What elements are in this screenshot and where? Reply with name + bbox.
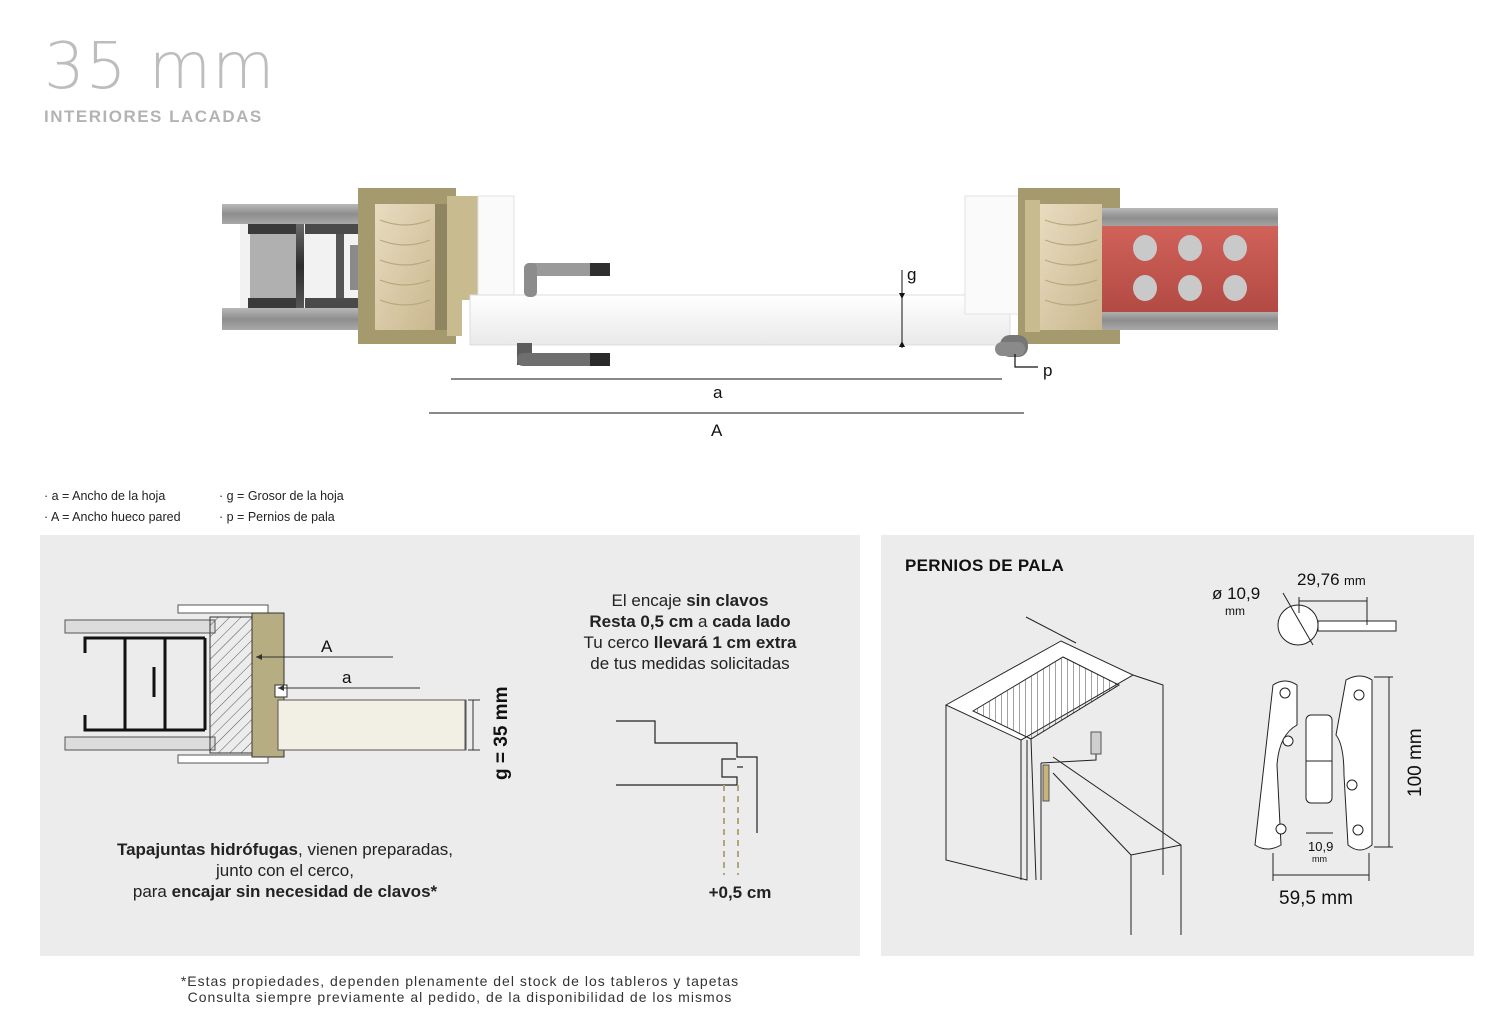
footnote — [0, 973, 920, 1005]
diameter-unit: mm — [1225, 604, 1245, 618]
encaje-line2-bold2: cada lado — [712, 612, 791, 631]
door-cross-section-diagram — [0, 160, 1500, 450]
encaje-line1-pre: El encaje — [611, 591, 687, 610]
detail-label-g: g = 35 mm — [491, 686, 512, 780]
tapajuntas-line1-rest: , vienen preparadas, — [298, 840, 454, 859]
hinge-plate-small — [1091, 732, 1101, 754]
encaje-line2-bold1: Resta 0,5 cm — [589, 612, 694, 631]
encaje-line2-mid: a — [693, 612, 713, 631]
detail-label-a: a — [342, 668, 352, 687]
legend-a: · a = Ancho de la hoja — [44, 489, 166, 503]
label-a: a — [713, 383, 723, 402]
base-label: 59,5 mm — [1279, 888, 1353, 909]
legend-A: · A = Ancho hueco pared — [44, 510, 181, 524]
legend-p: · p = Pernios de pala — [219, 510, 335, 524]
width-value: 29,76 — [1297, 570, 1340, 589]
hinge-front-view — [1255, 676, 1372, 850]
hinge-pin-small — [1043, 765, 1049, 801]
label-p: p — [1043, 361, 1053, 380]
page-subtitle: INTERIORES LACADAS — [44, 107, 263, 126]
pin-value: 10,9 — [1308, 839, 1334, 854]
page-title: 35 mm — [44, 30, 276, 104]
hinge-top-view — [1278, 593, 1396, 645]
footnote-line2: Consulta siempre previamente al pedido, de la disponibilidad de los mismos — [187, 989, 733, 1005]
width-unit: mm — [1344, 573, 1366, 588]
legend-g: · g = Grosor de la hoja — [219, 489, 344, 503]
label-A: A — [711, 421, 723, 440]
pin-unit: mm — [1312, 854, 1327, 864]
diameter-value: ø 10,9 — [1212, 584, 1261, 603]
encaje-text — [560, 590, 820, 674]
footnote-line1: *Estas propiedades, dependen plenamente del stock de los tableros y tapetas — [180, 973, 740, 989]
encaje-line3-pre: Tu cerco — [583, 633, 654, 652]
offset-lines — [724, 785, 738, 875]
label-g: g — [907, 265, 917, 284]
encaje-line1-bold: sin clavos — [686, 591, 769, 610]
tapajuntas-line3-bold: encajar sin necesidad de clavos* — [171, 882, 438, 901]
tapajuntas-line2: junto con el cerco, — [216, 861, 354, 880]
door-handle-top — [524, 263, 610, 297]
step-detail — [616, 721, 757, 833]
left-wall-section — [222, 204, 372, 330]
door-leaf — [470, 295, 1010, 345]
hinge-diagram — [881, 535, 1474, 956]
offset-label: +0,5 cm — [708, 883, 772, 902]
tapajuntas-line3-pre: para — [132, 882, 172, 901]
height-label: 100 mm — [1405, 728, 1426, 797]
encaje-line4: de tus medidas solicitadas — [590, 654, 790, 673]
encaje-line3-bold: llevará 1 cm extra — [653, 633, 797, 652]
pernios-title: PERNIOS DE PALA — [905, 556, 1065, 575]
detail-label-A: A — [321, 637, 333, 656]
door-handle-bottom — [517, 343, 610, 366]
tapajuntas-text — [60, 839, 510, 902]
right-brick-wall — [1102, 208, 1278, 330]
tapajuntas-line1-bold: Tapajuntas hidrófugas — [116, 840, 299, 859]
frame-perspective — [946, 617, 1181, 935]
